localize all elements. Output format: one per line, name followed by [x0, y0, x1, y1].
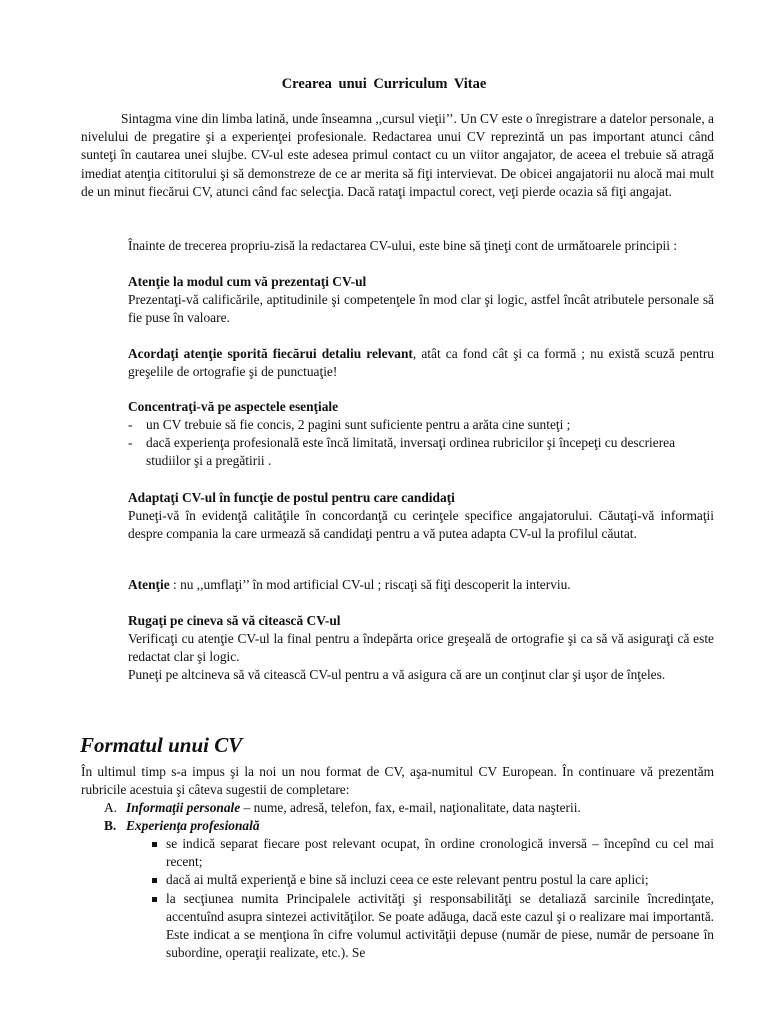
section-5-heading: Atenţie: [128, 577, 170, 592]
experience-bullets: [152, 835, 714, 962]
list-item: se indică separat fiecare post relevant ocupat, în ordine cronologică inversă – începînd cu cel mai recent;: [152, 835, 714, 871]
format-intro: În ultimul timp s-a impus şi la noi un nou format de CV, aşa-numitul CV European. În continuare vă prezentăm rubricile acestuia şi câteva sugestii de completare:: [81, 764, 714, 798]
section-4-text: Puneţi-vă în evidenţă calităţile în concordanţă cu cerinţele specifice angajatorului. Căutaţi-vă informaţii despre compania la care urmează să candidaţi pentru a vă putea adapta CV-ul la profilul căutat.: [128, 508, 714, 542]
section-6-text-1: Verificaţi cu atenţie CV-ul la final pentru a îndepărta orice greşeală de ortografie şi ca să vă asiguraţi că este redactat clar şi logic.: [128, 631, 714, 665]
section-6-text-2: Puneţi pe altcineva să vă citească CV-ul pentru a vă asigura că are un conţinut clar şi uşor de înţeles.: [128, 667, 666, 682]
format-sections-list: [81, 799, 714, 835]
section-3-list: [128, 416, 714, 471]
list-item: - dacă experienţa profesională este încă limitată, inversaţi ordinea rubricilor şi începeţi cu descrierea studiilor şi a pregătirii .: [128, 434, 714, 470]
section-2-heading: Acordaţi atenţie sporită fiecărui detaliu relevant: [128, 346, 413, 361]
section-1-heading: Atenţie la modul cum vă prezentaţi CV-ul: [128, 274, 367, 289]
intro-paragraph-1: Sintagma vine din limba latină, unde înseamna ,,cursul vieţii’’. Un CV este o înregistrare a datelor personale, a nivelului de pregatire şi a experienţei profesionale. Redactarea unui CV reprezintă un pas important atunci când sunteţi în cautarea unei slujbe. CV-ul este adesea primul contact cu un viitor angajator, de aceea el trebuie să atragă imediat atenţia cititorului şi să demonstreze de ce ar merita să fiţi intervievat. De obicei angajatorii nu alocă mai mult de un minut fiecărui CV, atunci când fac selecţia. Dacă rataţi impactul corect, veţi pierde ocazia să fiţi angajat.: [81, 111, 714, 199]
section-3-heading: Concentraţi-vă pe aspectele esenţiale: [128, 399, 339, 414]
section-2-text: , atât ca fond cât şi ca formă ; nu există scuză pentru greşelile de ortografie şi de punctuaţie!: [128, 346, 714, 380]
intro-paragraph-2: Înainte de trecerea propriu-zisă la redactarea CV-ului, este bine să ţineţi cont de următoarele principii :: [128, 238, 678, 253]
item-marker: A.: [104, 800, 118, 815]
section-1-text: Prezentaţi-vă calificările, aptitudinile şi competenţele în mod clar şi logic, astfel încât atributele personale să fie puse în valoare.: [128, 292, 714, 326]
item-label: Experienţa profesională: [126, 818, 260, 834]
item-label: Informaţii personale: [126, 800, 241, 815]
format-item-a: [81, 799, 714, 817]
section-6-heading: Rugaţi pe cineva să vă citească CV-ul: [128, 613, 341, 628]
section-5-text: : nu ,,umflaţi’’ în mod artificial CV-ul ; riscaţi să fiţi descoperit la interviu.: [169, 577, 571, 592]
list-item: la secţiunea numita Principalele activităţi şi responsabilităţi se detaliază sarcinile încredinţate, accentuînd asupra sintezei activităţilor. Se poate adăuga, dacă este cazul şi o realizare mai importantă. Este indicat a se menţiona în cifre volumul activităţii depuse (număr de piese, număr de persoane în subordine, operaţii realizate, etc.). Se: [152, 890, 714, 963]
document-title: Crearea unui Curriculum Vitae: [281, 76, 487, 92]
format-heading: Formatul unui CV: [80, 733, 243, 757]
list-item: - un CV trebuie să fie concis, 2 pagini sunt suficiente pentru a arăta cine sunteţi ;: [128, 416, 714, 434]
list-item: dacă ai multă experienţă e bine să incluzi ceea ce este relevant pentru postul la care aplici;: [152, 871, 714, 889]
item-text: – nume, adresă, telefon, fax, e-mail, naţionalitate, data naşterii.: [240, 800, 581, 815]
section-5-paragraph: [128, 576, 714, 594]
item-marker: B.: [104, 818, 117, 834]
format-item-b: [81, 817, 714, 835]
section-2-paragraph: [128, 345, 714, 381]
section-4-heading: Adaptaţi CV-ul în funcţie de postul pentru care candidaţi: [128, 490, 455, 505]
